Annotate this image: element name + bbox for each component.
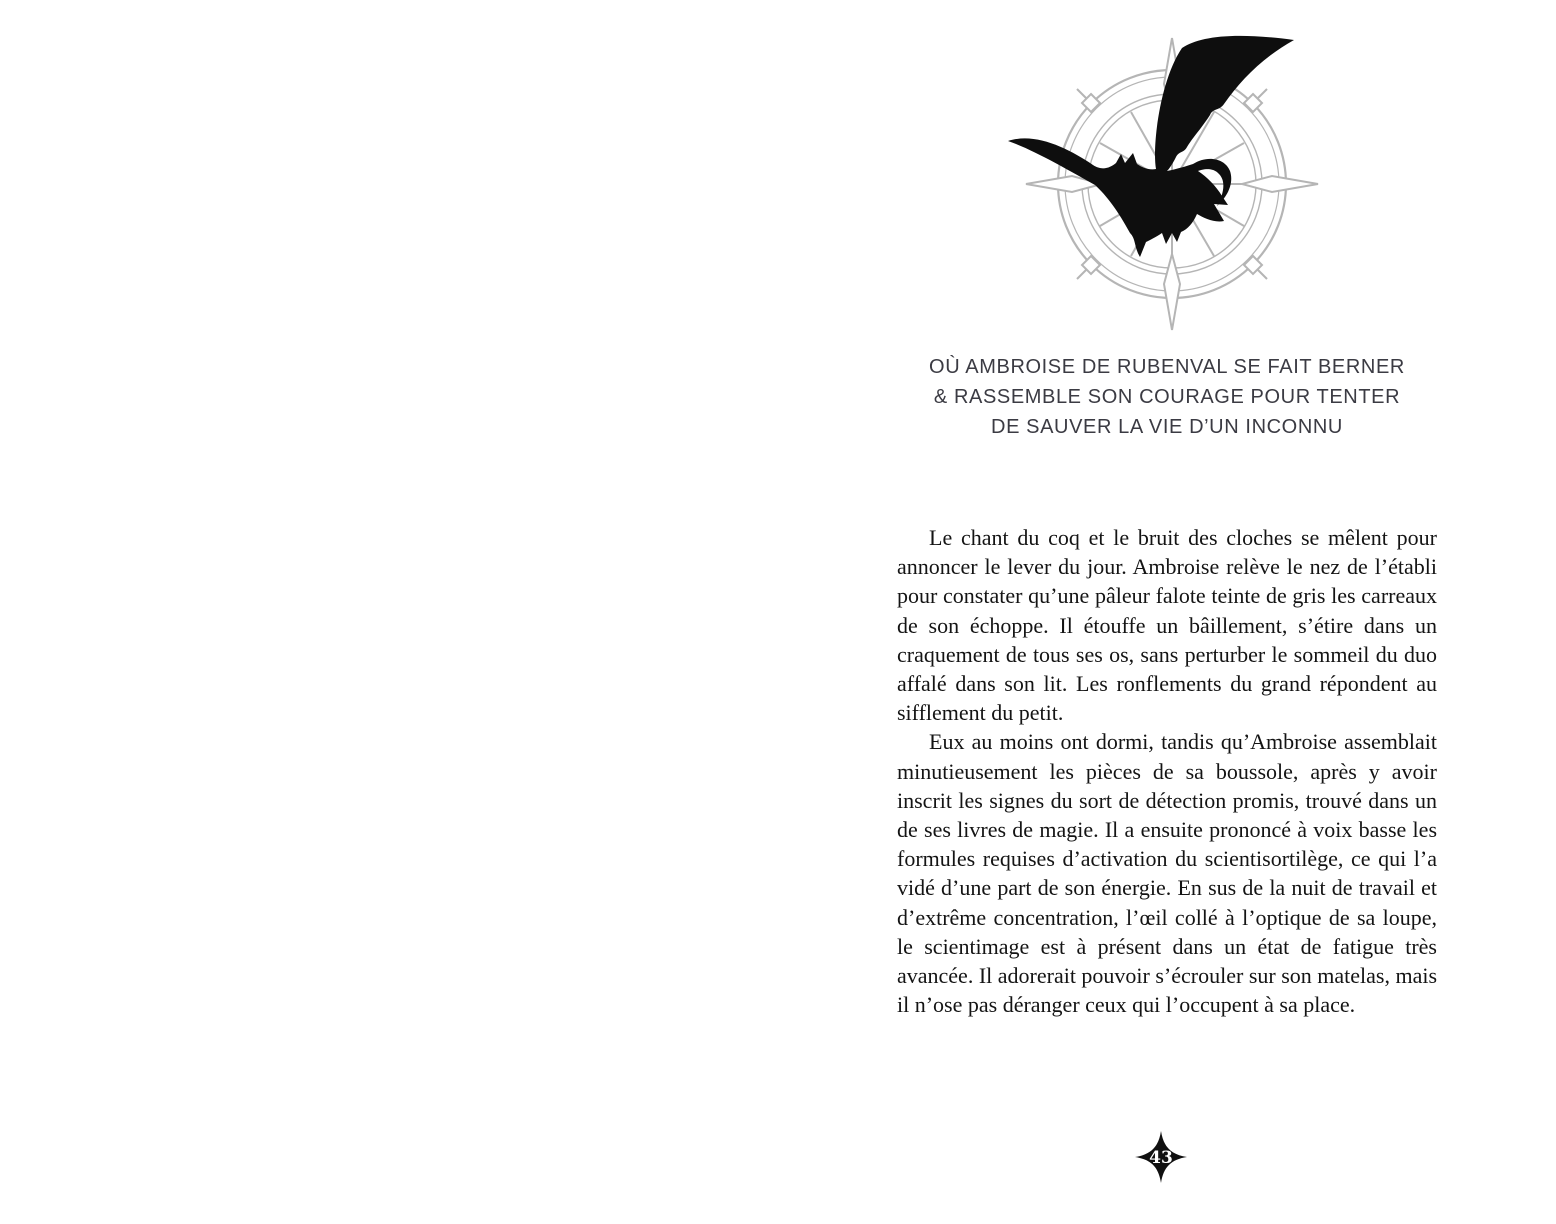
chapter-heading: [877, 352, 1457, 442]
paragraph: Eux au moins ont dormi, tandis qu’Ambroise assemblait minutieusement les pièces de sa boussole, après y avoir inscrit les signes du sort de détection promis, trouvé dans un de ses livres de magie. Il a ensuite prononcé à voix basse les formules requises d’activation du scientisortilège, ce qui l’a vidé d’une part de son énergie. En sus de la nuit de travail et d’extrême concentration, l’œil collé à l’optique de sa loupe, le scientimage est à présent dans un état de fatigue très avancée. Il adorerait pouvoir s’écrouler sur son matelas, mais il n’ose pas déranger ceux qui l’occupent à sa place.: [897, 729, 1438, 1018]
chapter-heading-line: OÙ AMBROISE DE RUBENVAL SE FAIT BERNER: [929, 356, 1405, 378]
chapter-heading-line: DE SAUVER LA VIE D’UN INCONNU: [991, 416, 1343, 438]
paragraph: Le chant du coq et le bruit des cloches se mêlent pour annoncer le lever du jour. Ambroise relève le nez de l’établi pour constater qu’une pâleur falote teinte de gris les carreaux de son échoppe. Il étouffe un bâillement, s’étire dans un craquement de tous ses os, sans perturber le sommeil du duo affalé dans son lit. Les ronflements du grand répondent au sifflement du petit.: [897, 525, 1437, 726]
chapter-heading-line: & RASSEMBLE SON COURAGE POUR TENTER: [933, 386, 1401, 408]
page-number: 43: [1149, 1148, 1173, 1168]
body-text: [897, 523, 1437, 1019]
page-number-badge: [1134, 1130, 1188, 1184]
chapter-illustration: [990, 18, 1350, 352]
